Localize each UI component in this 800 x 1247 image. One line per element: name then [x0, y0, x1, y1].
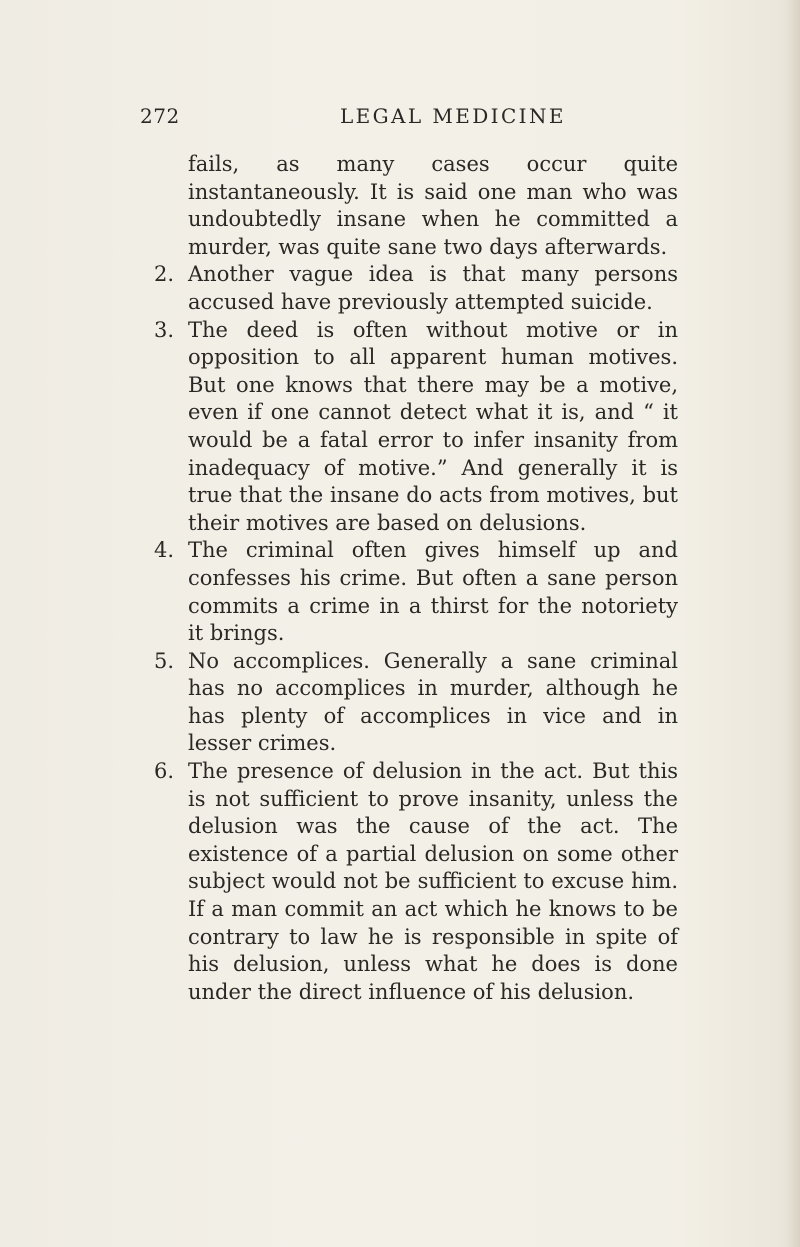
- list-item-text: The criminal often gives himself up and confesses his crime. But often a sane person commits a crime in a thirst for the notoriety it brings.: [188, 538, 678, 646]
- continuation-paragraph: fails, as many cases occur quite instantaneously. It is said one man who was undoubtedly insane when he committed a murder, was quite sane two days afterwards.: [188, 152, 678, 259]
- list-item: [154, 317, 678, 538]
- numbered-list: [154, 261, 678, 1006]
- page-number: 272: [140, 104, 180, 128]
- list-item-text: The deed is often without motive or in opposition to all apparent human motives. But one knows that there may be a motive, even if one cannot detect what it is, and “ it would be a fatal error to infer insanity from inadequacy of motive.” And generally it is true that the insane do acts from motives, but their motives are based on delusions.: [188, 317, 678, 535]
- list-item-number: 4.: [154, 538, 175, 563]
- list-item: [154, 648, 678, 758]
- body-text: [154, 151, 678, 1006]
- list-item-text: Another vague idea is that many persons accused have previously attempted suicide.: [188, 262, 678, 314]
- page-header: [140, 104, 680, 138]
- list-item: [154, 537, 678, 647]
- list-item: [154, 758, 678, 1006]
- list-item-text: The presence of delusion in the act. But this is not sufficient to prove insanity, unless the delusion was the cause of the act. The existence of a partial delusion on some other subject would not be sufficient to excuse him. If a man commit an act which he knows to be contrary to law he is responsible in spite of his delusion, unless what he does is done under the direct influence of his delusion.: [188, 759, 678, 1004]
- list-item-number: 5.: [154, 648, 175, 673]
- list-item-number: 6.: [154, 759, 175, 784]
- list-item-text: No accomplices. Generally a sane criminal has no accomplices in murder, although he has plenty of accomplices in vice and in lesser crimes.: [188, 648, 678, 756]
- running-head: LEGAL MEDICINE: [340, 104, 566, 128]
- page-edge-shadow: [786, 0, 800, 1247]
- list-item-number: 2.: [154, 262, 175, 287]
- list-item: [154, 261, 678, 316]
- list-item-number: 3.: [154, 317, 175, 342]
